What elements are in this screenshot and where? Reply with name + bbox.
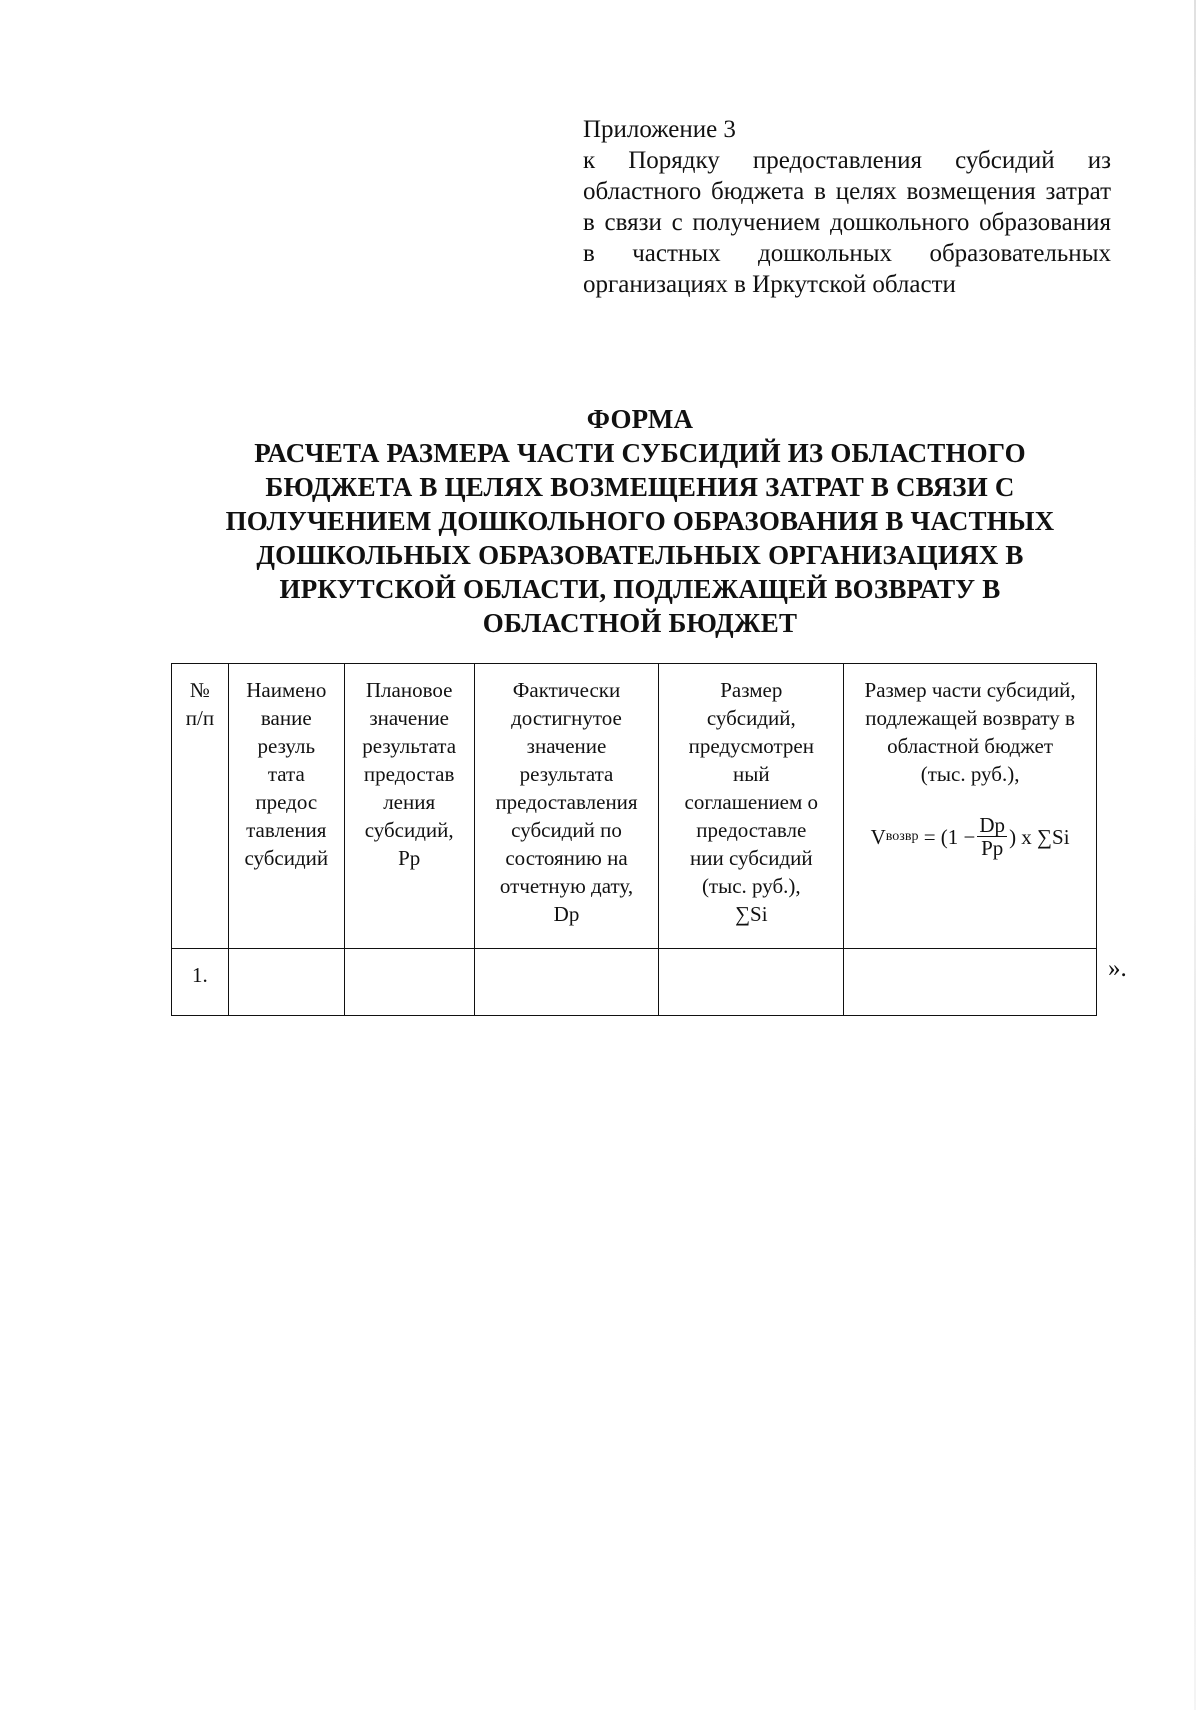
table-header-row <box>172 664 1097 949</box>
title-line: ОБЛАСТНОЙ БЮДЖЕТ <box>482 608 798 638</box>
scan-edge-artifact <box>1194 0 1196 1710</box>
table-cell <box>344 949 474 1016</box>
table-row <box>172 949 1097 1016</box>
title-line: РАСЧЕТА РАЗМЕРА ЧАСТИ СУБСИДИЙ ИЗ ОБЛАСТНОГО <box>254 438 1026 468</box>
refund-formula: V возвр = (1 − $\frac{Dр}{Pр}$ ) x ∑Si <box>870 813 1070 860</box>
header-refund-amount: Размер части субсидий, подлежащей возврату в областной бюджет (тыс. руб.), V возвр = (1 − $\frac{Dр}{Pр}$ ) x ∑Si <box>844 664 1097 949</box>
calculation-table <box>171 663 1097 1016</box>
title-line: ДОШКОЛЬНЫХ ОБРАЗОВАТЕЛЬНЫХ ОРГАНИЗАЦИЯХ В <box>256 540 1024 570</box>
table-cell <box>474 949 659 1016</box>
table-cell <box>844 949 1097 1016</box>
formula-fraction: $\frac{Dр}{Pр}$ <box>979 813 1006 860</box>
table-cell-number: 1. <box>172 949 229 1016</box>
closing-quote: ». <box>1108 955 1127 982</box>
appendix-reference: к Порядку предоставления субсидий из областного бюджета в целях возмещения затрат в связи с получением дошкольного образования в частных дошкольных образовательных организациях в Иркутской области <box>583 147 1111 298</box>
appendix-block <box>583 114 1111 300</box>
title-line: ИРКУТСКОЙ ОБЛАСТИ, ПОДЛЕЖАЩЕЙ ВОЗВРАТУ В <box>279 574 1001 604</box>
title-line: ПОЛУЧЕНИЕМ ДОШКОЛЬНОГО ОБРАЗОВАНИЯ В ЧАСТНЫХ <box>225 506 1055 536</box>
form-title <box>170 402 1110 640</box>
header-subsidy-amount: Размер субсидий, предусмотрен ный соглашением о предоставле нии субсидий (тыс. руб.), ∑Si <box>659 664 844 949</box>
table-cell <box>228 949 344 1016</box>
header-planned-value: Плановое значение результата предостав ления субсидий, Pр <box>344 664 474 949</box>
header-number: № п/п <box>172 664 229 949</box>
title-line: БЮДЖЕТА В ЦЕЛЯХ ВОЗМЕЩЕНИЯ ЗАТРАТ В СВЯЗИ С <box>265 472 1015 502</box>
header-actual-value: Фактически достигнутое значение результата предоставления субсидий по состоянию на отчетную дату, Dр <box>474 664 659 949</box>
title-line: ФОРМА <box>586 404 694 434</box>
header-result-name: Наимено вание резуль тата предос тавления субсидий <box>228 664 344 949</box>
table-cell <box>659 949 844 1016</box>
appendix-number: Приложение 3 <box>583 116 736 143</box>
